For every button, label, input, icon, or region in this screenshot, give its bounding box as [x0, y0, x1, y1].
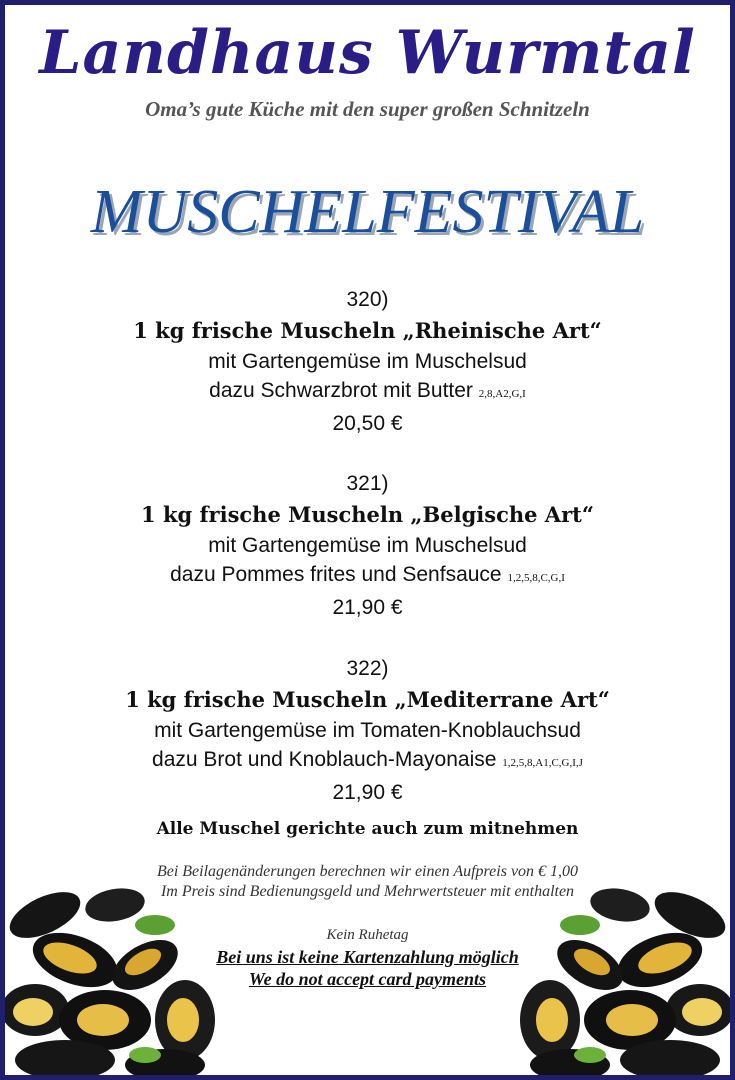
dish-number: 321) — [346, 472, 389, 495]
dish-320 — [5, 285, 730, 438]
dish-name: 1 kg frische Muscheln „Belgische Art“ — [141, 502, 594, 527]
dish-price: 21,90 € — [332, 596, 403, 619]
dish-description-1: mit Gartengemüse im Tomaten-Knoblauchsud — [154, 719, 581, 742]
dish-description-1: mit Gartengemüse im Muschelsud — [208, 350, 527, 373]
dish-side: dazu Schwarzbrot mit Butter — [209, 379, 473, 402]
allergen-codes: 1,2,5,8,A1,C,G,I,J — [502, 757, 583, 769]
dish-322 — [5, 654, 730, 807]
tax-note: Im Preis sind Bedienungsgeld und Mehrwertsteuer mit enthalten — [160, 883, 575, 900]
dish-321 — [5, 469, 730, 622]
dish-price: 21,90 € — [332, 781, 403, 804]
dish-side: dazu Pommes frites und Senfsauce — [170, 563, 502, 586]
dish-number: 320) — [346, 288, 389, 311]
dish-description-2 — [5, 376, 730, 409]
festival-title: MUSCHELFESTIVAL — [90, 178, 645, 246]
dish-description-2 — [5, 745, 730, 778]
dish-price: 20,50 € — [332, 412, 403, 435]
surcharge-note: Bei Beilagenänderungen berechnen wir einen Aufpreis von € 1,00 — [156, 863, 579, 880]
dish-description-1: mit Gartengemüse im Muschelsud — [208, 534, 527, 557]
takeaway-note: Alle Muschel gerichte auch zum mitnehmen — [156, 819, 579, 839]
restaurant-name: Landhaus Wurmtal — [39, 18, 696, 88]
payment-note-en: We do not accept card payments — [248, 969, 487, 989]
surcharge-notes — [5, 862, 730, 902]
allergen-codes: 2,8,A2,G,I — [478, 388, 526, 400]
dish-number: 322) — [346, 657, 389, 680]
restaurant-tagline: Oma’s gute Küche mit den super großen Schnitzeln — [145, 97, 590, 121]
rest-day-note: Kein Ruhetag — [326, 927, 409, 943]
footer-info — [5, 924, 730, 990]
dish-description-2 — [5, 560, 730, 593]
allergen-codes: 1,2,5,8,C,G,I — [507, 572, 565, 584]
dish-name: 1 kg frische Muscheln „Mediterrane Art“ — [125, 687, 610, 712]
dish-side: dazu Brot und Knoblauch-Mayonaise — [152, 748, 497, 771]
dish-name: 1 kg frische Muscheln „Rheinische Art“ — [133, 318, 602, 343]
payment-note-de: Bei uns ist keine Kartenzahlung möglich — [216, 947, 519, 967]
